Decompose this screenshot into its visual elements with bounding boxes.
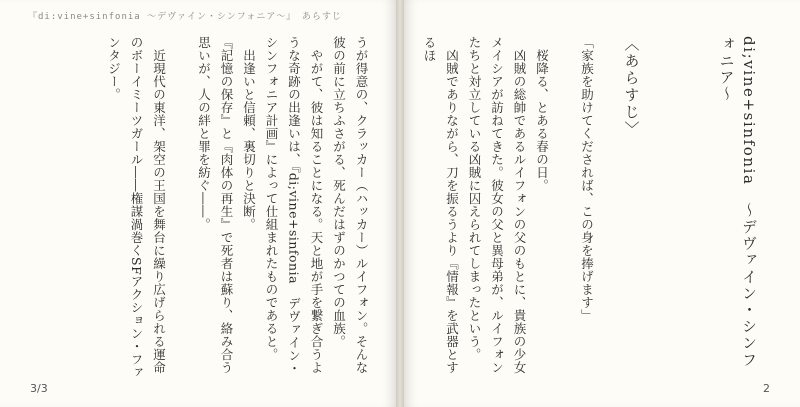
paragraph: 凶賊でありながら、刀を振るうより『情報』を武器とするほ (422, 36, 460, 374)
paragraph: 「家族を助けてくだされば、この身を捧げます」 (579, 36, 595, 322)
blank-line (553, 36, 576, 384)
paragraph: うが得意の、クラッカー（ハッカー）ルイフォン。そんな彼の前に立ちふさがる、死んだはずのかつての血族。 (331, 36, 369, 374)
blank-line (693, 36, 716, 384)
right-page-text (415, 36, 760, 384)
paragraph: 出逢いと信頼、裏切りと決断。 (241, 48, 257, 231)
book-gutter (396, 0, 404, 407)
blank-line (598, 36, 621, 384)
page-number: 3/3 (30, 382, 48, 395)
paragraph: 凶賊の総帥であるルイフォンの父のもとに、貴族の少女メイシアが訪ねてきた。彼女の父と異母弟が、ルイフォンたちと対立している凶賊に囚えられてしまったという。 (467, 36, 527, 374)
running-head: 『di:vine+sinfonia ～デヴァイン・シンフォニア～』 あらすじ (28, 12, 342, 22)
blank-line (170, 36, 193, 384)
left-page-text (42, 36, 372, 384)
paragraph: 近現代の東洋、架空の王国を舞台に繰り広げられる運命のボーイミーツガール――権謀渦巻くSFアクション・ファンタジー。 (106, 36, 167, 380)
right-page[interactable] (404, 0, 800, 407)
page-number: 2 (763, 382, 770, 395)
paragraph: やがて、彼は知ることになる。天と地が手を繋ぎ合うような奇跡の出逢いは、『di;vine+sinfonia デヴァイン・シンフォニア計画』によって仕組まれたものであると。 (264, 36, 324, 376)
left-page[interactable] (0, 0, 396, 407)
paragraph: 桜降る、とある春の日。 (534, 48, 550, 192)
paragraph: 『記憶の保存』と『肉体の再生』で死者は蘇り、絡み合う思いが、人の絆と罪を紡ぐ――。 (196, 36, 234, 374)
story-title: di;vine+sinfonia ～デヴァイン・シンフォニア～ (717, 36, 758, 369)
section-heading: 〈あらすじ〉 (622, 36, 641, 138)
